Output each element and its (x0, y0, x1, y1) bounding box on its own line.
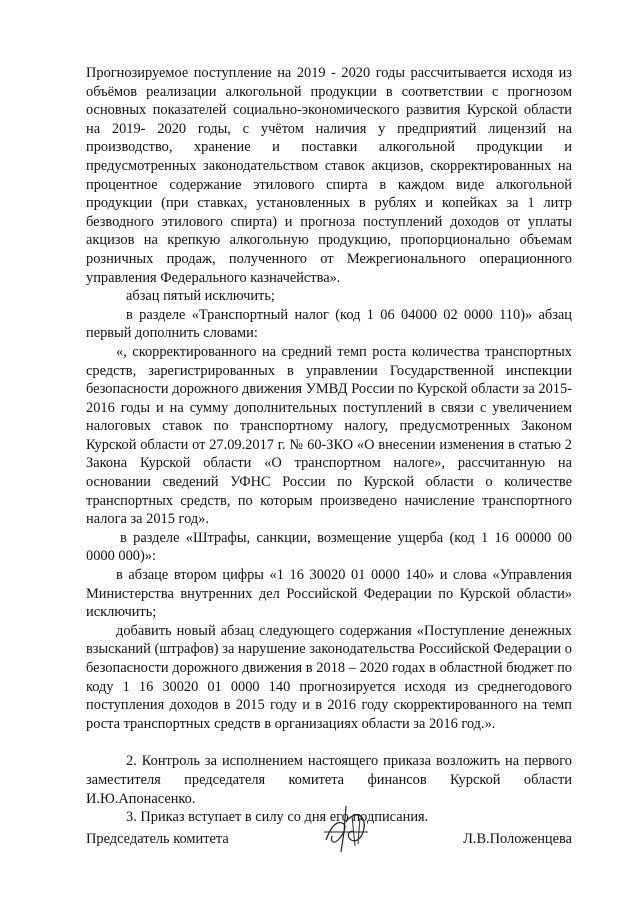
signer-position: Председатель комитета (86, 831, 229, 847)
paragraph-effective: 3. Приказ вступает в силу со дня его подписания. (126, 809, 429, 826)
paragraph-second-abzac: в абзаце втором цифры «1 16 30020 01 0000 140» и слова «Управления Министерства внутренних дел Российской Федерации по Курской области» исключить; (86, 567, 572, 621)
signature-block (86, 818, 572, 858)
handwritten-signature-icon (316, 802, 376, 858)
paragraph-new-abzac: добавить новый абзац следующего содержания «Поступление денежных взысканий (штрафов) за нарушение законодательства Российской Федерации о безопасности дорожного движения в 2018 – 2020 годах в областной бюджет по коду 1 16 30020 01 0000 140 прогнозируется исходя из среднегодового поступления доходов в 2015 году и в 2016 году скорректированного на темп роста транспортных средств в организациях области за 2016 год.». (86, 622, 572, 732)
paragraph-transport-tax-section: в разделе «Транспортный налог (код 1 06 04000 02 0000 110)» абзац первый дополнить словами: (86, 306, 572, 342)
paragraph-alcohol-forecast: Прогнозируемое поступление на 2019 - 2020 годы рассчитывается исходя из объёмов реализации алкогольной продукции в соответствии с прогнозом основных показателей социально-экономического развития Курской области на 2019- 2020 годы, с учётом наличия у предприятий лицензий на производство, хранение и поставки алкогольной продукции и предусмотренных законодательством ставок акцизов, скорректированных на процентное содержание этилового спирта в каждом виде алкогольной продукции (при ставках, установленных в рублях и копейках за 1 литр безводного этилового спирта) и прогноза поступлений доходов от уплаты акцизов на крепкую алкогольную продукцию, пропорционально объемам розничных продаж, полученного от Межрегионального операционного управления Федерального казначейства». (86, 65, 572, 286)
paragraph-transport-tax-addition: «, скорректированного на средний темп роста количества транспортных средств, зарегистрированных в управлении Государственной инспекции безопасности дорожного движения УМВД России по Курской области за 2015-2016 годы и на сумму дополнительных поступлений в связи с увеличением налоговых ставок по транспортному налогу, предусмотренных Законом Курской области от 27.09.2017 г. № 60-ЗКО «О внесении изменения в статью 2 Закона Курской области «О транспортном налоге», рассчитанную на основании сведений УФНС России по Курской области о количестве транспортных средств, по которым произведено начисление транспортного налога за 2015 год». (86, 343, 572, 528)
spacer (86, 733, 572, 752)
paragraph-fines-section: в разделе «Штрафы, санкции, возмещение ущерба (код 1 16 00000 00 0000 000)»: (86, 529, 572, 565)
paragraph-control: 2. Контроль за исполнением настоящего приказа возложить на первого заместителя председателя комитета финансов Курской области И.Ю.Апонасенко. (86, 753, 572, 807)
signer-name: Л.В.Положенцева (463, 831, 572, 847)
document-body (86, 64, 572, 827)
paragraph-fifth-exclude: абзац пятый исключить; (126, 288, 275, 305)
